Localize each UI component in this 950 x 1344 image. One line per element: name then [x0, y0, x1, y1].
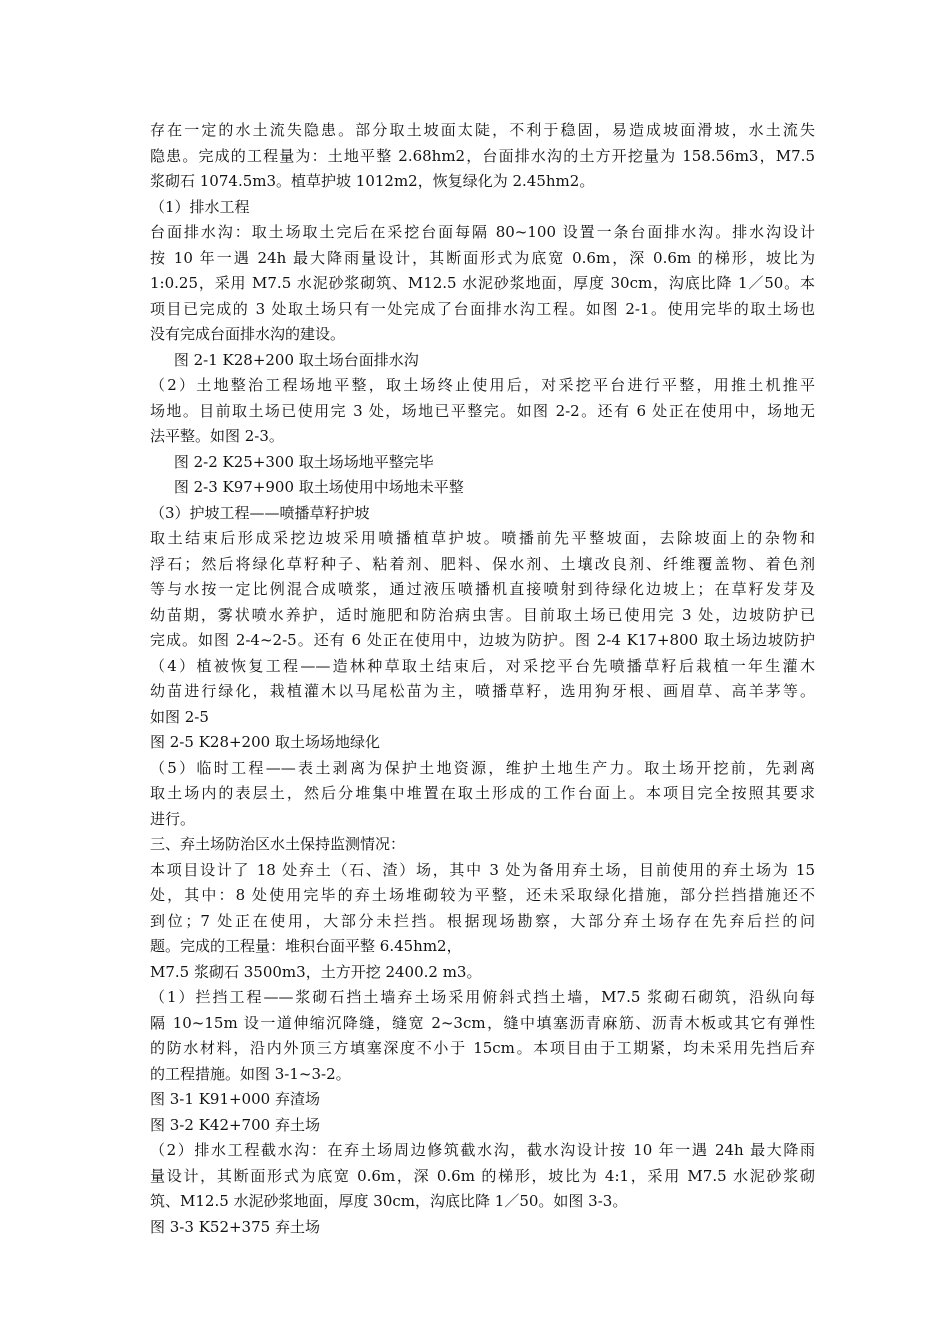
text-line: 台面排水沟：取土场取土完后在采挖台面每隔 80~100 设置一条台面排水沟。排水沟设计 [150, 223, 815, 241]
text-line: 进行。 [150, 809, 196, 828]
text-line: 图 2-1 K28+200 取土场台面排水沟 [150, 350, 419, 369]
text-line: 完成。如图 2-4~2-5。还有 6 处正在使用中，边坡为防护。图 2-4 K17+800 取土场边坡防护 [150, 631, 815, 649]
text-line: 题。完成的工程量：堆积台面平整 6.45hm2， [150, 937, 462, 955]
text-line: 图 3-3 K52+375 弃土场 [150, 1217, 320, 1236]
text-line: 量设计，其断面形式为底宽 0.6m，深 0.6m 的梯形，坡比为 4:1，采用 M7.5 水泥砂浆砌 [150, 1166, 815, 1185]
text-line: 隔 10~15m 设一道伸缩沉降缝，缝宽 2~3cm，缝中填塞沥青麻筋、沥青木板或其它有弹性 [150, 1013, 815, 1032]
text-line: （1）排水工程 [150, 197, 250, 216]
text-line: 图 3-1 K91+000 弃渣场 [150, 1090, 320, 1108]
text-line: M7.5 浆砌石 3500m3，土方开挖 2400.2 m3。 [150, 962, 482, 981]
text-line: 取土结束后形成采挖边坡采用喷播植草护坡。喷播前先平整坡面，去除坡面上的杂物和 [150, 529, 815, 547]
text-line: 的工程措施。如图 3-1~3-2。 [150, 1064, 351, 1083]
text-line: （5）临时工程——表土剥离为保护土地资源，维护土地生产力。取土场开挖前，先剥离 [150, 758, 815, 777]
document-body [150, 118, 815, 1240]
text-line: （4）植被恢复工程——造林种草取土结束后，对采挖平台先喷播草籽后栽植一年生灌木 [150, 656, 815, 675]
text-line: 的防水材料，沿内外顶三方填塞深度不小于 15cm。本项目由于工期紧，均未采用先挡后弃 [150, 1039, 815, 1057]
text-line: 图 2-3 K97+900 取土场使用中场地未平整 [150, 478, 464, 496]
text-line: 存在一定的水土流失隐患。部分取土坡面太陡，不利于稳固，易造成坡面滑坡，水土流失 [150, 121, 815, 139]
text-line: 场地。目前取土场已使用完 3 处，场地已平整完。如图 2-2。还有 6 处正在使用中，场地无 [150, 401, 815, 420]
text-line: （3）护坡工程——喷播草籽护坡 [150, 503, 370, 522]
text-line: 筑、M12.5 水泥砂浆地面，厚度 30cm，沟底比降 1／50。如图 3-3。 [150, 1192, 628, 1210]
text-line: 如图 2-5 [150, 707, 209, 726]
text-line: 处，其中：8 处使用完毕的弃土场堆砌较为平整，还未采取绿化措施，部分拦挡措施还不 [150, 886, 815, 904]
text-line: 图 2-5 K28+200 取土场场地绿化 [150, 733, 380, 751]
text-line: 隐患。完成的工程量为：土地平整 2.68hm2，台面排水沟的土方开挖量为 158.56m3，M7.5 [150, 146, 815, 165]
text-line: 浮石；然后将绿化草籽种子、粘着剂、肥料、保水剂、土壤改良剂、纤维覆盖物、着色剂 [150, 554, 815, 573]
text-line: 没有完成台面排水沟的建设。 [150, 325, 346, 343]
text-line: 图 3-2 K42+700 弃土场 [150, 1115, 320, 1134]
text-line: 本项目设计了 18 处弃土（石、渣）场，其中 3 处为备用弃土场，目前使用的弃土场为 15 [150, 860, 815, 879]
text-line: 幼苗期，雾状喷水养护，适时施肥和防治病虫害。目前取土场已使用完 3 处，边坡防护已 [150, 605, 815, 624]
text-line: 幼苗进行绿化，栽植灌木以马尾松苗为主，喷播草籽，选用狗牙根、画眉草、高羊茅等。 [150, 682, 815, 700]
text-line: 浆砌石 1074.5m3。植草护坡 1012m2，恢复绿化为 2.45hm2。 [150, 172, 595, 190]
text-line: 按 10 年一遇 24h 最大降雨量设计，其断面形式为底宽 0.6m，深 0.6m 的梯形，坡比为 [150, 248, 815, 267]
text-line: 图 2-2 K25+300 取土场场地平整完毕 [150, 452, 434, 471]
text-line: 等与水按一定比例混合成喷浆，通过液压喷播机直接喷射到待绿化边坡上；在草籽发芽及 [150, 580, 815, 598]
text-line: 项目已完成的 3 处取土场只有一处完成了台面排水沟工程。如图 2-1。使用完毕的取土场也 [150, 299, 815, 318]
text-line: （2）排水工程截水沟：在弃土场周边修筑截水沟，截水沟设计按 10 年一遇 24h 最大降雨 [150, 1141, 815, 1159]
text-line: 法平整。如图 2-3。 [150, 427, 284, 445]
text-line: 到位；7 处正在使用，大部分未拦挡。根据现场勘察，大部分弃土场存在先弃后拦的问 [150, 911, 815, 930]
text-line: 取土场内的表层土，然后分堆集中堆置在取土形成的工作台面上。本项目完全按照其要求 [150, 784, 815, 802]
text-line: （1）拦挡工程——浆砌石挡土墙弃土场采用俯斜式挡土墙，M7.5 浆砌石砌筑，沿纵向每 [150, 988, 815, 1006]
text-line: （2）土地整治工程场地平整，取土场终止使用后，对采挖平台进行平整，用推土机推平 [150, 376, 815, 394]
text-line: 三、弃土场防治区水土保持监测情况： [150, 835, 406, 853]
text-line: 1:0.25，采用 M7.5 水泥砂浆砌筑、M12.5 水泥砂浆地面，厚度 30cm，沟底比降 1／50。本 [150, 274, 815, 292]
